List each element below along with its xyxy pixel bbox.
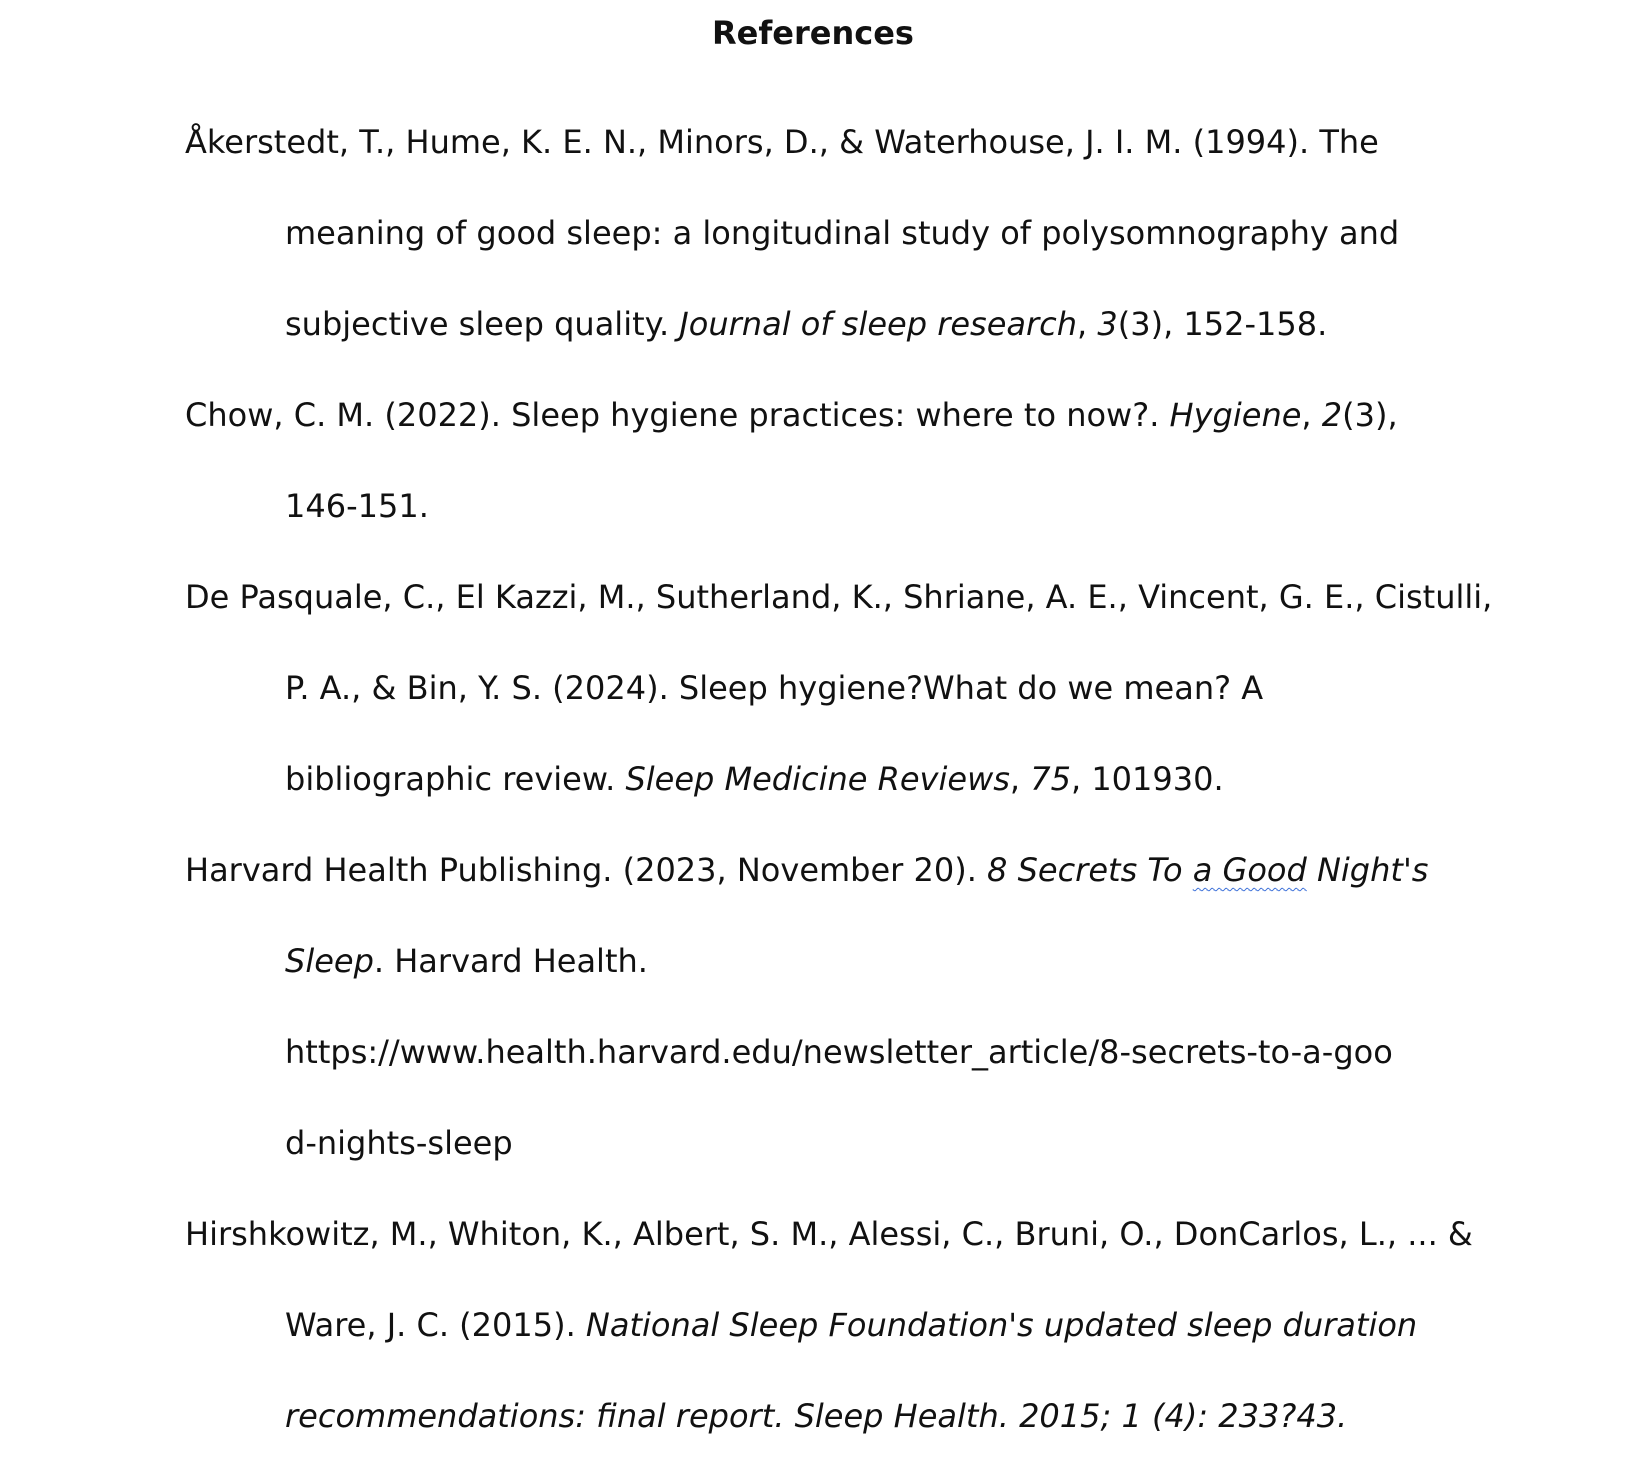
reference-continuation-line [285, 1280, 1445, 1371]
reference-text: , [1077, 305, 1098, 343]
italic-text: 3 [1097, 305, 1118, 343]
reference-first-line [185, 825, 1445, 916]
reference-first-line [185, 1189, 1473, 1280]
italic-text: recommendations: final report. Sleep Health. 2015; 1 (4): 233?43. [285, 1397, 1348, 1435]
reference-text: Åkerstedt, T., Hume, K. E. N., Minors, D., & Waterhouse, J. I. M. (1994). The [185, 123, 1379, 161]
reference-text: bibliographic review. [285, 760, 626, 798]
italic-text: 2 [1321, 396, 1343, 434]
reference-first-line [185, 370, 1445, 461]
reference-text: , [1009, 760, 1031, 798]
reference-text: Hirshkowitz, M., Whiton, K., Albert, S. M., Alessi, C., Bruni, O., DonCarlos, L., ... & [185, 1215, 1473, 1253]
italic-text: Sleep [285, 942, 374, 980]
reference-text: (3), 152-158. [1117, 305, 1328, 343]
reference-continuation-line [285, 461, 1445, 552]
spellcheck-flagged-text: a Good [1192, 851, 1307, 889]
reference-continuation-line [285, 734, 1445, 825]
reference-continuation-line [285, 916, 1445, 1007]
reference-text: meaning of good sleep: a longitudinal study of polysomnography and [285, 214, 1400, 252]
reference-text: P. A., & Bin, Y. S. (2024). Sleep hygiene?What do we mean? A [285, 669, 1264, 707]
reference-entry [185, 1189, 1473, 1462]
reference-text: , [1301, 396, 1322, 434]
italic-text: Sleep Medicine Reviews [625, 760, 1010, 798]
reference-continuation-line [285, 1098, 1445, 1189]
reference-text: d-nights-sleep [285, 1124, 513, 1162]
reference-continuation-line [285, 1371, 1445, 1462]
reference-text: . Harvard Health. [373, 942, 648, 980]
reference-list [185, 97, 1493, 1462]
reference-entry [185, 825, 1445, 1189]
reference-text: , 101930. [1070, 760, 1224, 798]
reference-entry [185, 370, 1445, 552]
italic-text: 8 Secrets To [987, 851, 1193, 889]
reference-text: (3), [1342, 396, 1398, 434]
reference-continuation-line [285, 188, 1445, 279]
reference-text: Chow, C. M. (2022). Sleep hygiene practices: where to now?. [185, 396, 1170, 434]
reference-text: De Pasquale, C., El Kazzi, M., Sutherland, K., Shriane, A. E., Vincent, G. E., Cistulli, [185, 578, 1493, 616]
references-heading: References [712, 14, 914, 52]
reference-text: Ware, J. C. (2015). [285, 1306, 586, 1344]
italic-text: 75 [1030, 760, 1071, 798]
italic-text: Hygiene [1169, 396, 1302, 434]
italic-text: Journal of sleep research [679, 305, 1078, 343]
italic-text: National Sleep Foundation's updated sleep duration [585, 1306, 1418, 1344]
reference-text: https://www.health.harvard.edu/newsletter_article/8-secrets-to-a-goo [285, 1033, 1393, 1071]
reference-text: Harvard Health Publishing. (2023, November 20). [185, 851, 988, 889]
reference-entry [185, 97, 1445, 370]
reference-first-line [185, 97, 1445, 188]
reference-text: subjective sleep quality. [285, 305, 680, 343]
italic-text: Night's [1306, 851, 1429, 889]
reference-continuation-line [285, 1007, 1445, 1098]
reference-entry [185, 552, 1493, 825]
reference-text: 146-151. [285, 487, 429, 525]
reference-first-line [185, 552, 1493, 643]
reference-continuation-line [285, 279, 1445, 370]
reference-continuation-line [285, 643, 1445, 734]
